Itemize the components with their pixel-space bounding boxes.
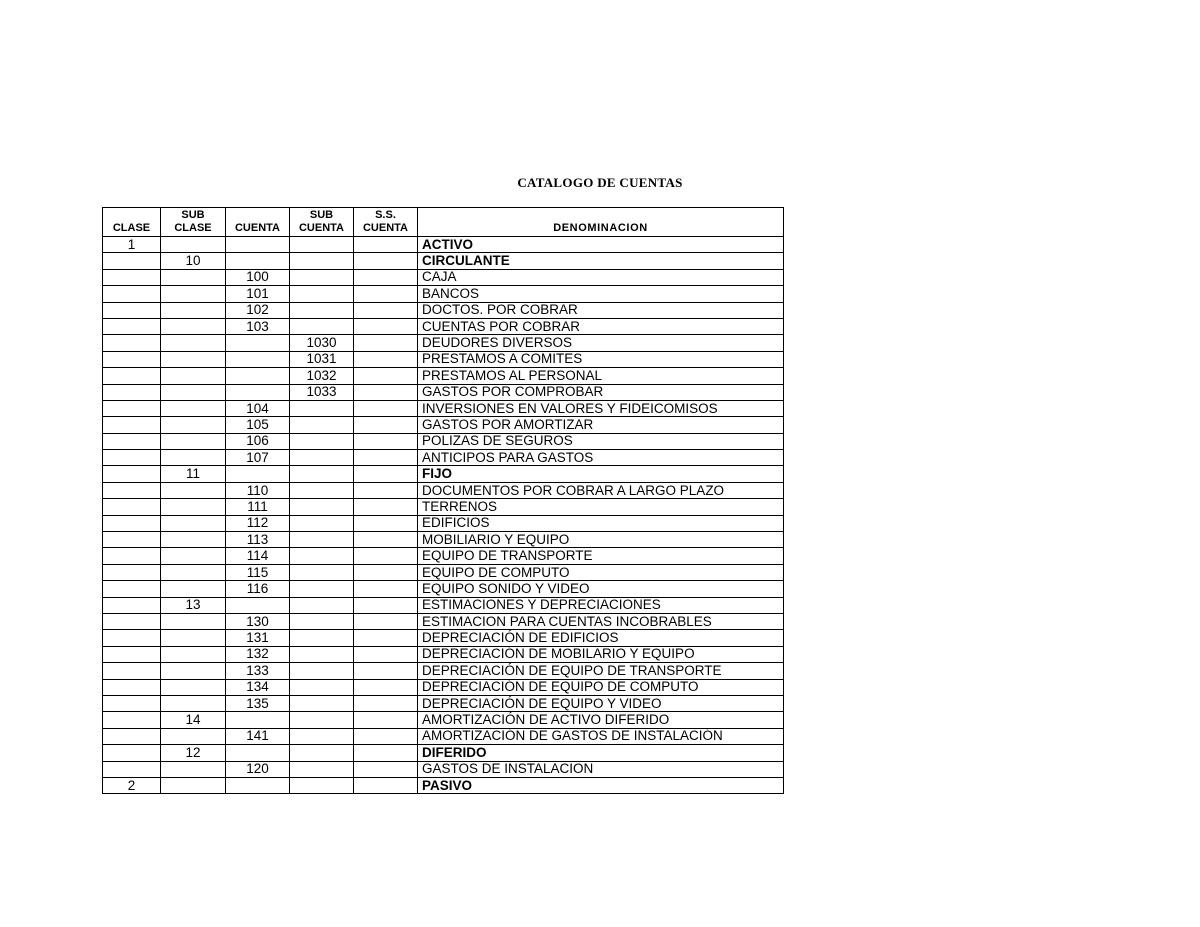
cell-clase (103, 679, 161, 695)
cell-denominacion: AMORTIZACIÓN DE GASTOS DE INSTALACIÓN (418, 728, 784, 744)
header-sub-cuenta-line2: CUENTA (298, 222, 344, 234)
cell-denominacion: DIFERIDO (418, 745, 784, 761)
cell-clase (103, 745, 161, 761)
cell-cuenta: 141 (226, 728, 290, 744)
cell-cuenta: 133 (226, 663, 290, 679)
cell-sub-clase (161, 728, 226, 744)
cell-cuenta (226, 777, 290, 793)
cell-denominacion: DEPRECIACIÓN DE EQUIPO DE TRANSPORTE (418, 663, 784, 679)
cell-cuenta: 132 (226, 646, 290, 662)
table-row (103, 253, 784, 269)
header-sub-cuenta (290, 208, 354, 237)
cell-clase: 1 (103, 237, 161, 253)
cell-sub-clase (161, 646, 226, 662)
table-row (103, 237, 784, 253)
table-row (103, 269, 784, 285)
cell-cuenta (226, 712, 290, 728)
cell-denominacion: EQUIPO DE COMPUTO (418, 564, 784, 580)
cell-cuenta: 131 (226, 630, 290, 646)
table-body (103, 237, 784, 794)
header-cuenta-line2: CUENTA (234, 222, 280, 234)
cell-clase (103, 712, 161, 728)
cell-ss-cuenta (354, 695, 418, 711)
cell-sub-cuenta (290, 679, 354, 695)
table-row (103, 368, 784, 384)
table-row (103, 532, 784, 548)
cell-sub-cuenta (290, 745, 354, 761)
cell-sub-cuenta (290, 433, 354, 449)
cell-sub-cuenta: 1030 (290, 335, 354, 351)
cell-cuenta: 130 (226, 613, 290, 629)
cell-denominacion: CAJA (418, 269, 784, 285)
cell-denominacion: ACTIVO (418, 237, 784, 253)
table-row (103, 302, 784, 318)
cell-sub-clase (161, 581, 226, 597)
cell-sub-clase: 13 (161, 597, 226, 613)
cell-clase (103, 302, 161, 318)
cell-clase (103, 384, 161, 400)
cell-denominacion: PRESTAMOS AL PERSONAL (418, 368, 784, 384)
cell-ss-cuenta (354, 269, 418, 285)
cell-clase (103, 286, 161, 302)
header-clase (103, 208, 161, 237)
cell-clase (103, 564, 161, 580)
page-title: CATALOGO DE CUENTAS (517, 175, 683, 190)
cell-sub-clase (161, 482, 226, 498)
cell-sub-clase (161, 302, 226, 318)
cell-ss-cuenta (354, 646, 418, 662)
cell-ss-cuenta (354, 581, 418, 597)
cell-sub-cuenta (290, 286, 354, 302)
cell-ss-cuenta (354, 368, 418, 384)
cell-sub-cuenta (290, 695, 354, 711)
cell-cuenta (226, 597, 290, 613)
cell-cuenta: 104 (226, 400, 290, 416)
cell-sub-clase (161, 269, 226, 285)
cell-denominacion: GASTOS DE INSTALACION (418, 761, 784, 777)
table-row (103, 581, 784, 597)
cell-denominacion: PASIVO (418, 777, 784, 793)
cell-denominacion: DOCTOS. POR COBRAR (418, 302, 784, 318)
cell-denominacion: ESTIMACION PARA CUENTAS INCOBRABLES (418, 613, 784, 629)
cell-sub-clase (161, 695, 226, 711)
cell-clase (103, 728, 161, 744)
cell-sub-cuenta (290, 237, 354, 253)
cell-ss-cuenta (354, 761, 418, 777)
cell-sub-cuenta (290, 499, 354, 515)
cell-sub-clase (161, 548, 226, 564)
cell-ss-cuenta (354, 237, 418, 253)
table-row (103, 630, 784, 646)
header-clase-line2: CLASE (112, 222, 151, 234)
cell-ss-cuenta (354, 417, 418, 433)
cell-denominacion: BANCOS (418, 286, 784, 302)
table-row (103, 433, 784, 449)
cell-ss-cuenta (354, 433, 418, 449)
cell-clase (103, 695, 161, 711)
cell-ss-cuenta (354, 712, 418, 728)
cell-cuenta (226, 351, 290, 367)
cell-clase (103, 433, 161, 449)
cell-clase (103, 630, 161, 646)
cell-sub-cuenta (290, 417, 354, 433)
cell-denominacion: EQUIPO SONIDO Y VIDEO (418, 581, 784, 597)
cell-cuenta: 103 (226, 318, 290, 334)
cell-clase (103, 368, 161, 384)
cell-sub-cuenta (290, 712, 354, 728)
table-row (103, 318, 784, 334)
table-row (103, 400, 784, 416)
header-ss-cuenta-line2: CUENTA (362, 222, 408, 234)
cell-clase (103, 351, 161, 367)
cell-sub-cuenta (290, 663, 354, 679)
cell-clase (103, 663, 161, 679)
cell-sub-clase: 12 (161, 745, 226, 761)
cell-sub-clase (161, 286, 226, 302)
cell-ss-cuenta (354, 613, 418, 629)
cell-sub-cuenta (290, 581, 354, 597)
cell-denominacion: MOBILIARIO Y EQUIPO (418, 532, 784, 548)
cell-sub-clase: 11 (161, 466, 226, 482)
table-row (103, 597, 784, 613)
cell-sub-clase (161, 532, 226, 548)
cell-clase (103, 482, 161, 498)
cell-cuenta: 120 (226, 761, 290, 777)
cell-ss-cuenta (354, 564, 418, 580)
cell-denominacion: CUENTAS POR COBRAR (418, 318, 784, 334)
cell-cuenta: 105 (226, 417, 290, 433)
cell-clase (103, 499, 161, 515)
table-row (103, 286, 784, 302)
table-row (103, 712, 784, 728)
cell-cuenta: 106 (226, 433, 290, 449)
cell-cuenta (226, 384, 290, 400)
cell-denominacion: GASTOS POR COMPROBAR (418, 384, 784, 400)
cell-denominacion: INVERSIONES EN VALORES Y FIDEICOMISOS (418, 400, 784, 416)
cell-clase (103, 400, 161, 416)
cell-sub-cuenta (290, 515, 354, 531)
table-row (103, 777, 784, 793)
cell-clase (103, 761, 161, 777)
header-cuenta (226, 208, 290, 237)
cell-cuenta: 113 (226, 532, 290, 548)
cell-denominacion: ESTIMACIONES Y DEPRECIACIONES (418, 597, 784, 613)
cell-sub-clase (161, 351, 226, 367)
cell-sub-clase: 10 (161, 253, 226, 269)
cell-sub-cuenta (290, 269, 354, 285)
cell-sub-clase (161, 450, 226, 466)
cell-clase (103, 548, 161, 564)
cell-clase (103, 466, 161, 482)
table-row (103, 499, 784, 515)
cell-cuenta: 110 (226, 482, 290, 498)
cell-ss-cuenta (354, 400, 418, 416)
cell-denominacion: FIJO (418, 466, 784, 482)
cell-sub-clase (161, 679, 226, 695)
cell-cuenta (226, 466, 290, 482)
cell-denominacion: DEPRECIACIÓN DE MOBILARIO Y EQUIPO (418, 646, 784, 662)
cell-denominacion: TERRENOS (418, 499, 784, 515)
cell-ss-cuenta (354, 318, 418, 334)
cell-cuenta: 100 (226, 269, 290, 285)
header-sub-clase-line2: CLASE (174, 222, 212, 234)
cell-denominacion: AMORTIZACIÓN DE ACTIVO DIFERIDO (418, 712, 784, 728)
cell-sub-clase (161, 761, 226, 777)
cell-sub-cuenta (290, 613, 354, 629)
table-row (103, 482, 784, 498)
cell-sub-cuenta (290, 400, 354, 416)
cell-sub-clase (161, 613, 226, 629)
cell-sub-clase (161, 433, 226, 449)
cell-sub-clase (161, 400, 226, 416)
cell-sub-clase (161, 384, 226, 400)
cell-sub-clase (161, 499, 226, 515)
cell-sub-clase (161, 777, 226, 793)
cell-cuenta: 135 (226, 695, 290, 711)
cell-ss-cuenta (354, 777, 418, 793)
cell-denominacion: DEPRECIACIÓN DE EQUIPO Y VIDEO (418, 695, 784, 711)
cell-clase (103, 581, 161, 597)
cell-ss-cuenta (354, 663, 418, 679)
cell-sub-clase (161, 417, 226, 433)
cell-ss-cuenta (354, 482, 418, 498)
cell-sub-clase (161, 663, 226, 679)
cell-denominacion: CIRCULANTE (418, 253, 784, 269)
cell-sub-cuenta (290, 482, 354, 498)
cell-denominacion: DEPRECIACIÓN DE EDIFICIOS (418, 630, 784, 646)
cell-cuenta: 111 (226, 499, 290, 515)
cell-clase (103, 417, 161, 433)
table-row (103, 728, 784, 744)
cell-sub-clase: 14 (161, 712, 226, 728)
cell-denominacion: DOCUMENTOS POR COBRAR A LARGO PLAZO (418, 482, 784, 498)
cell-ss-cuenta (354, 351, 418, 367)
table-row (103, 679, 784, 695)
cell-ss-cuenta (354, 253, 418, 269)
cell-sub-clase (161, 335, 226, 351)
table-row (103, 761, 784, 777)
cell-denominacion: POLIZAS DE SEGUROS (418, 433, 784, 449)
cell-sub-cuenta (290, 450, 354, 466)
cell-cuenta: 107 (226, 450, 290, 466)
table-row (103, 548, 784, 564)
cell-sub-clase (161, 564, 226, 580)
cell-clase (103, 318, 161, 334)
table-row (103, 663, 784, 679)
cell-ss-cuenta (354, 499, 418, 515)
cell-clase (103, 269, 161, 285)
cell-sub-cuenta (290, 253, 354, 269)
table-row (103, 613, 784, 629)
cell-clase: 2 (103, 777, 161, 793)
cell-sub-cuenta (290, 597, 354, 613)
cell-cuenta: 116 (226, 581, 290, 597)
cell-ss-cuenta (354, 286, 418, 302)
cell-sub-cuenta (290, 646, 354, 662)
header-denominacion (418, 208, 784, 237)
cell-sub-clase (161, 318, 226, 334)
table-row (103, 335, 784, 351)
header-sub-clase-line1: SUB (181, 209, 205, 221)
cell-ss-cuenta (354, 728, 418, 744)
cell-sub-cuenta (290, 564, 354, 580)
cell-ss-cuenta (354, 532, 418, 548)
cell-sub-cuenta (290, 630, 354, 646)
cell-denominacion: DEPRECIACIÓN DE EQUIPO DE COMPUTO (418, 679, 784, 695)
cell-cuenta (226, 745, 290, 761)
header-sub-clase (161, 208, 226, 237)
cell-ss-cuenta (354, 335, 418, 351)
table-row (103, 384, 784, 400)
table-row (103, 695, 784, 711)
header-sub-cuenta-line1: SUB (309, 209, 334, 221)
accounts-table (102, 207, 784, 794)
cell-cuenta: 115 (226, 564, 290, 580)
cell-sub-cuenta (290, 548, 354, 564)
cell-denominacion: GASTOS POR AMORTIZAR (418, 417, 784, 433)
table-row (103, 450, 784, 466)
table-row (103, 515, 784, 531)
cell-cuenta (226, 237, 290, 253)
cell-clase (103, 515, 161, 531)
cell-cuenta (226, 368, 290, 384)
cell-clase (103, 450, 161, 466)
cell-clase (103, 646, 161, 662)
cell-cuenta: 134 (226, 679, 290, 695)
cell-cuenta: 102 (226, 302, 290, 318)
header-ss-cuenta (354, 208, 418, 237)
cell-denominacion: ANTICIPOS PARA GASTOS (418, 450, 784, 466)
cell-ss-cuenta (354, 384, 418, 400)
cell-sub-cuenta (290, 728, 354, 744)
cell-denominacion: DEUDORES DIVERSOS (418, 335, 784, 351)
cell-clase (103, 335, 161, 351)
cell-sub-cuenta (290, 302, 354, 318)
cell-denominacion: PRESTAMOS A COMITES (418, 351, 784, 367)
cell-ss-cuenta (354, 515, 418, 531)
cell-clase (103, 597, 161, 613)
cell-sub-cuenta: 1033 (290, 384, 354, 400)
cell-cuenta: 112 (226, 515, 290, 531)
cell-cuenta (226, 335, 290, 351)
table-row (103, 646, 784, 662)
cell-ss-cuenta (354, 302, 418, 318)
cell-sub-clase (161, 368, 226, 384)
cell-cuenta: 114 (226, 548, 290, 564)
cell-ss-cuenta (354, 630, 418, 646)
table-header-row (103, 208, 784, 237)
cell-cuenta (226, 253, 290, 269)
cell-clase (103, 532, 161, 548)
cell-cuenta: 101 (226, 286, 290, 302)
header-denominacion-line2: DENOMINACION (553, 222, 648, 234)
cell-ss-cuenta (354, 745, 418, 761)
cell-sub-cuenta: 1031 (290, 351, 354, 367)
cell-ss-cuenta (354, 466, 418, 482)
cell-sub-clase (161, 237, 226, 253)
table-row (103, 745, 784, 761)
cell-sub-cuenta: 1032 (290, 368, 354, 384)
cell-sub-cuenta (290, 318, 354, 334)
cell-sub-cuenta (290, 777, 354, 793)
cell-ss-cuenta (354, 548, 418, 564)
table-row (103, 351, 784, 367)
cell-denominacion: EQUIPO DE TRANSPORTE (418, 548, 784, 564)
cell-sub-cuenta (290, 532, 354, 548)
table-row (103, 564, 784, 580)
cell-denominacion: EDIFICIOS (418, 515, 784, 531)
cell-sub-cuenta (290, 761, 354, 777)
cell-sub-clase (161, 515, 226, 531)
cell-sub-clase (161, 630, 226, 646)
cell-sub-cuenta (290, 466, 354, 482)
table-row (103, 417, 784, 433)
cell-ss-cuenta (354, 450, 418, 466)
cell-ss-cuenta (354, 679, 418, 695)
cell-clase (103, 613, 161, 629)
cell-ss-cuenta (354, 597, 418, 613)
cell-clase (103, 253, 161, 269)
table-row (103, 466, 784, 482)
header-ss-cuenta-line1: S.S. (375, 209, 396, 221)
